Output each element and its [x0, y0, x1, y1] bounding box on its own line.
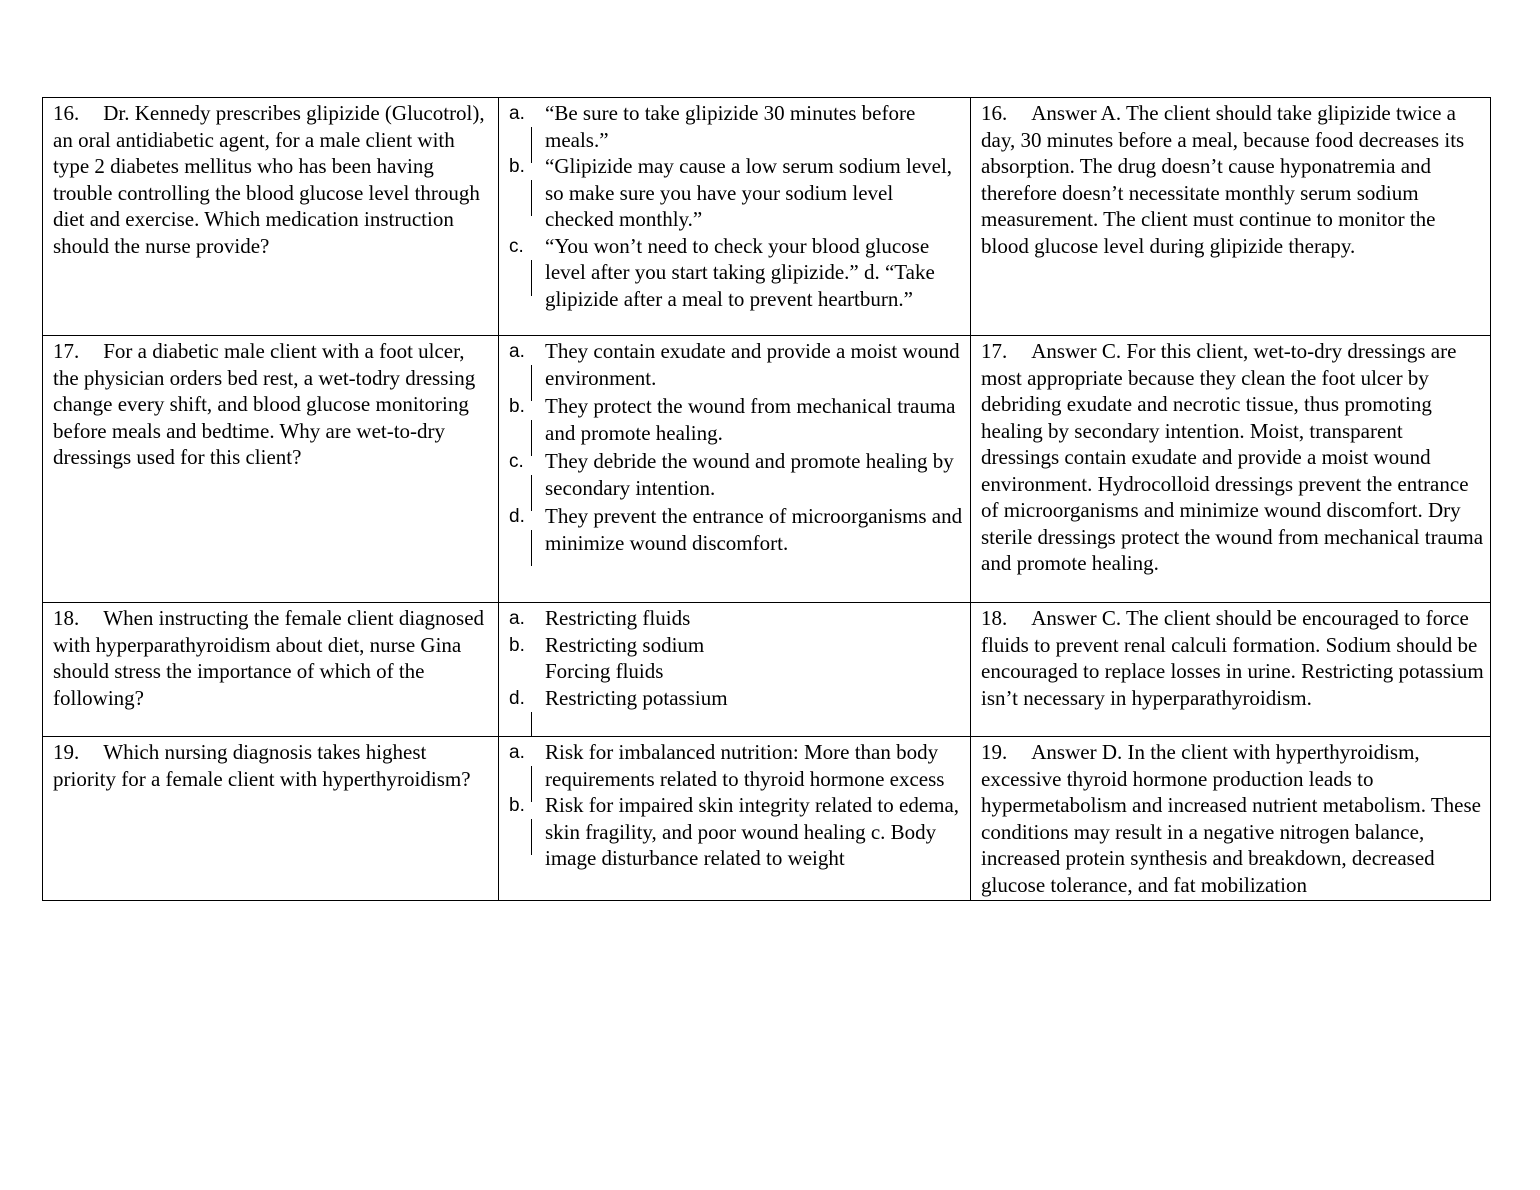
option-text: They debride the wound and promote healing by secondary intention. [545, 449, 954, 500]
option-list [509, 338, 964, 556]
option-text: They protect the wound from mechanical trauma and promote healing. [545, 394, 956, 445]
option-text: They contain exudate and provide a moist wound environment. [545, 339, 960, 390]
answer-number: 18. [981, 606, 1008, 630]
table-row [43, 737, 1491, 901]
answer-text: Answer A. The client should take glipizide twice a day, 30 minutes before a meal, because food decreases its absorption. The drug doesn’t cause hyponatremia and therefore doesn’t necessitate monthly serum sodium measurement. The client must continue to monitor the blood glucose level during glipizide therapy. [981, 101, 1465, 258]
option-text: Restricting potassium [545, 685, 728, 710]
question-number: 19. [53, 740, 80, 764]
option-item [509, 153, 964, 233]
qa-table [42, 97, 1491, 901]
table-row [43, 336, 1491, 603]
question-number: 16. [53, 101, 80, 125]
answer-cell [971, 336, 1491, 603]
question-text: For a diabetic male client with a foot ulcer, the physician orders bed rest, a wet-todry dressing change every shift, and blood glucose monitoring before meals and bedtime. Why are wet-to-dry dressings used for this client? [53, 339, 476, 469]
options-cell [499, 98, 971, 336]
option-item [509, 393, 964, 446]
option-text: Restricting fluids [545, 606, 691, 630]
option-list [509, 100, 964, 312]
option-label: a. [509, 608, 525, 629]
option-item [509, 658, 964, 685]
answer-number: 17. [981, 339, 1008, 363]
option-label: d. [509, 506, 525, 527]
option-label: a. [509, 341, 525, 362]
option-text: “Glipizide may cause a low serum sodium level, so make sure you have your sodium level checked monthly.” [545, 154, 953, 231]
option-item [509, 792, 964, 872]
option-label: a. [509, 742, 525, 763]
option-text: Risk for impaired skin integrity related to edema, skin fragility, and poor wound healing c. Body image disturbance related to weight [545, 793, 960, 870]
option-text: Risk for imbalanced nutrition: More than body requirements related to thyroid hormone excess [545, 740, 945, 791]
option-list [509, 605, 964, 711]
option-label: c. [509, 451, 524, 472]
question-cell [43, 336, 499, 603]
option-text: They prevent the entrance of microorganisms and minimize wound discomfort. [545, 504, 963, 555]
option-item [509, 739, 964, 792]
option-item [509, 632, 964, 659]
options-cell [499, 336, 971, 603]
option-text: Restricting sodium [545, 632, 705, 657]
question-cell [43, 603, 499, 737]
option-list [509, 739, 964, 872]
option-label: a. [509, 103, 525, 124]
question-number: 17. [53, 339, 80, 363]
table-row [43, 98, 1491, 336]
answer-cell [971, 98, 1491, 336]
answer-text: Answer C. For this client, wet-to-dry dressings are most appropriate because they clean the foot ulcer by debriding exudate and necrotic tissue, thus promoting healing by secondary intention. Moist, transparent dressings contain exudate and provide a moist wound environment. Hydrocolloid dressings prevent the entrance of microorganisms and minimize wound discomfort. Dry sterile dressings protect the wound from mechanical trauma and promote healing. [981, 339, 1484, 575]
options-cell [499, 737, 971, 901]
option-label: b. [509, 396, 525, 417]
option-label: b. [509, 156, 525, 177]
answer-number: 16. [981, 101, 1008, 125]
table-row [43, 603, 1491, 737]
question-cell [43, 98, 499, 336]
question-cell [43, 737, 499, 901]
option-label: b. [509, 634, 525, 656]
option-item [509, 100, 964, 153]
options-cell [499, 603, 971, 737]
option-label: d. [509, 687, 525, 709]
option-label: c. [509, 235, 524, 257]
question-text: When instructing the female client diagnosed with hyperparathyroidism about diet, nurse Gina should stress the importance of which of the following? [53, 606, 485, 710]
question-text: Which nursing diagnosis takes highest priority for a female client with hyperthyroidism? [53, 740, 471, 791]
option-text: “You won’t need to check your blood glucose level after you start taking glipizide.” d. “Take glipizide after a meal to prevent heartburn.” [545, 233, 935, 311]
answer-cell [971, 737, 1491, 901]
answer-cell [971, 603, 1491, 737]
question-number: 18. [53, 606, 80, 630]
option-label: b. [509, 795, 525, 816]
answer-text: Answer D. In the client with hyperthyroidism, excessive thyroid hormone production leads to hypermetabolism and increased nutrient metabolism. These conditions may result in a negative nitrogen balance, increased protein synthesis and breakdown, decreased glucose tolerance, and fat mobilization [981, 740, 1481, 897]
option-item [509, 605, 964, 632]
question-text: Dr. Kennedy prescribes glipizide (Glucotrol), an oral antidiabetic agent, for a male client with type 2 diabetes mellitus who has been having trouble controlling the blood glucose level through diet and exercise. Which medication instruction should the nurse provide? [53, 101, 485, 258]
option-item [509, 338, 964, 391]
option-item [509, 448, 964, 501]
option-text: “Be sure to take glipizide 30 minutes before meals.” [545, 101, 916, 152]
answer-number: 19. [981, 740, 1008, 764]
option-item [509, 685, 964, 712]
option-text: Forcing fluids [545, 659, 664, 683]
option-item [509, 503, 964, 556]
answer-text: Answer C. The client should be encouraged to force fluids to prevent renal calculi formation. Sodium should be encouraged to replace losses in urine. Restricting potassium isn’t necessary in hyperparathyroidism. [981, 606, 1484, 710]
option-item [509, 233, 964, 313]
